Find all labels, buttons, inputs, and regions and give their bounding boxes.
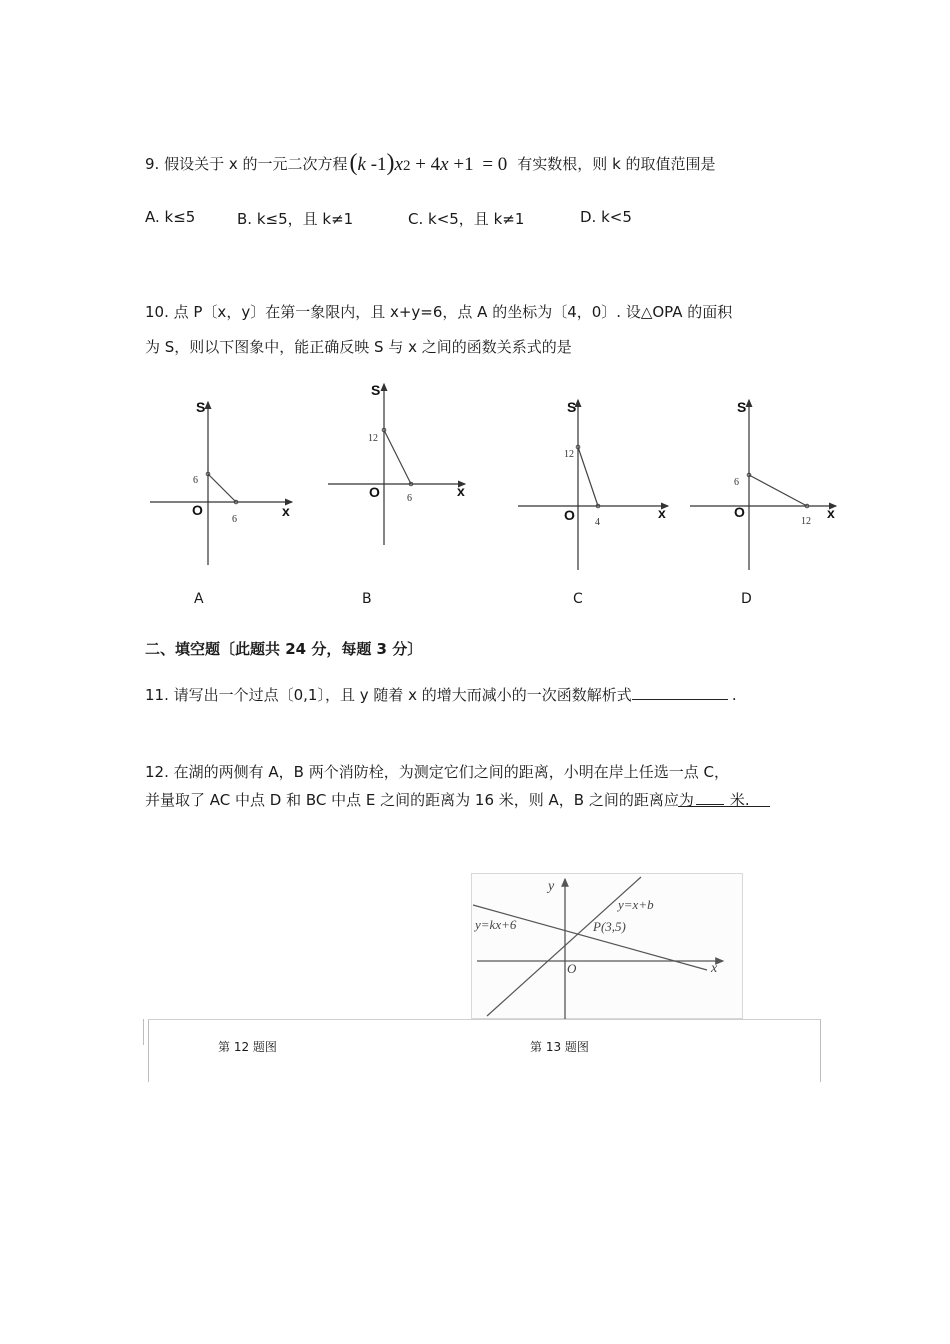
q10-graphs bbox=[0, 378, 950, 608]
q12-line1: 12. 在湖的两侧有 A，B 两个消防栓，为测定它们之间的距离，小明在岸上任选一点 C， bbox=[145, 763, 729, 781]
q11-end: . bbox=[731, 686, 737, 704]
fig13-point-label: P(3,5) bbox=[593, 919, 626, 934]
graph-c-y-value: 12 bbox=[564, 449, 574, 460]
q9-suffix: 有实数根，则 k 的取值范围是 bbox=[517, 154, 716, 173]
q9-line bbox=[145, 148, 716, 178]
graph-a bbox=[150, 399, 292, 565]
graph-d-y-value: 6 bbox=[734, 477, 739, 488]
q9-option-b: B. k≤5，且 k≠1 bbox=[237, 210, 354, 228]
q9-equation: (k -1)x2 + 4x +1 = 0 bbox=[349, 149, 508, 176]
graph-d-x-label: x bbox=[827, 505, 835, 521]
q9-option-c: C. k<5，且 k≠1 bbox=[408, 210, 525, 228]
fig13-caption: 第 13 题图 bbox=[530, 1040, 589, 1054]
graph-a-x-label: x bbox=[282, 503, 290, 519]
graph-b bbox=[328, 382, 465, 545]
graph-a-s-label: S bbox=[196, 399, 206, 415]
graph-d-x-value: 12 bbox=[801, 516, 811, 527]
q12-underline-extend bbox=[678, 806, 770, 807]
graph-d-line bbox=[749, 475, 807, 506]
q11-line bbox=[145, 683, 737, 705]
graph-c-x-value: 4 bbox=[595, 517, 600, 528]
graph-d-origin: O bbox=[734, 504, 745, 520]
graph-c-letter: C bbox=[573, 591, 583, 607]
fig13-x-label: x bbox=[711, 961, 718, 976]
graph-c-s-label: S bbox=[567, 399, 577, 415]
graph-b-x-label: x bbox=[457, 483, 465, 499]
q12-line2 bbox=[145, 788, 750, 810]
q12-text: 并量取了 AC 中点 D 和 BC 中点 E 之间的距离为 16 米，则 A，B 之间的距离应为 bbox=[145, 791, 694, 809]
q9-prefix: 9. 假设关于 x 的一元二次方程 bbox=[145, 154, 348, 173]
q10-line2: 为 S，则以下图象中，能正确反映 S 与 x 之间的函数关系式的是 bbox=[145, 338, 572, 356]
graph-a-letter: A bbox=[194, 591, 204, 607]
q9-option-d: D. k<5 bbox=[580, 208, 632, 226]
graph-c-x-label: x bbox=[658, 505, 666, 521]
fig13-y-label: y bbox=[548, 879, 555, 894]
graph-c-origin: O bbox=[564, 507, 575, 523]
graph-d-s-label: S bbox=[737, 399, 747, 415]
graph-c bbox=[518, 399, 668, 570]
q12-answer-blank bbox=[696, 788, 724, 805]
fig13-graph bbox=[471, 873, 743, 1019]
graph-d-letter: D bbox=[741, 591, 752, 607]
graph-a-x-value: 6 bbox=[232, 514, 237, 525]
graph-b-letter: B bbox=[362, 591, 372, 607]
graph-a-y-value: 6 bbox=[193, 475, 198, 486]
q10-line1: 10. 点 P〔x，y〕在第一象限内，且 x+y=6，点 A 的坐标为〔4，0〕. 设△OPA 的面积 bbox=[145, 303, 733, 321]
graph-a-origin: O bbox=[192, 502, 203, 518]
graph-b-y-value: 12 bbox=[368, 433, 378, 444]
graph-b-x-value: 6 bbox=[407, 493, 412, 504]
graph-a-line bbox=[208, 474, 236, 502]
q11-text: 11. 请写出一个过点〔0,1〕，且 y 随着 x 的增大而减小的一次函数解析式 bbox=[145, 686, 632, 704]
graph-c-line bbox=[578, 447, 598, 506]
q11-answer-blank bbox=[632, 683, 728, 700]
q9-option-a: A. k≤5 bbox=[145, 208, 196, 226]
section-title: 二、填空题〔此题共 24 分，每题 3 分〕 bbox=[145, 640, 423, 658]
fig13-line2-label: y=kx+6 bbox=[475, 917, 517, 932]
fig13-line1-label: y=x+b bbox=[618, 897, 654, 912]
fig13-origin: O bbox=[567, 961, 577, 976]
q12-unit: 米. bbox=[729, 791, 750, 809]
fig12-caption: 第 12 题图 bbox=[218, 1040, 277, 1054]
graph-b-origin: O bbox=[369, 484, 380, 500]
graph-b-line bbox=[384, 430, 411, 484]
graph-b-s-label: S bbox=[371, 382, 381, 398]
graph-d bbox=[690, 399, 836, 570]
caption-frame-mark bbox=[143, 1019, 144, 1045]
